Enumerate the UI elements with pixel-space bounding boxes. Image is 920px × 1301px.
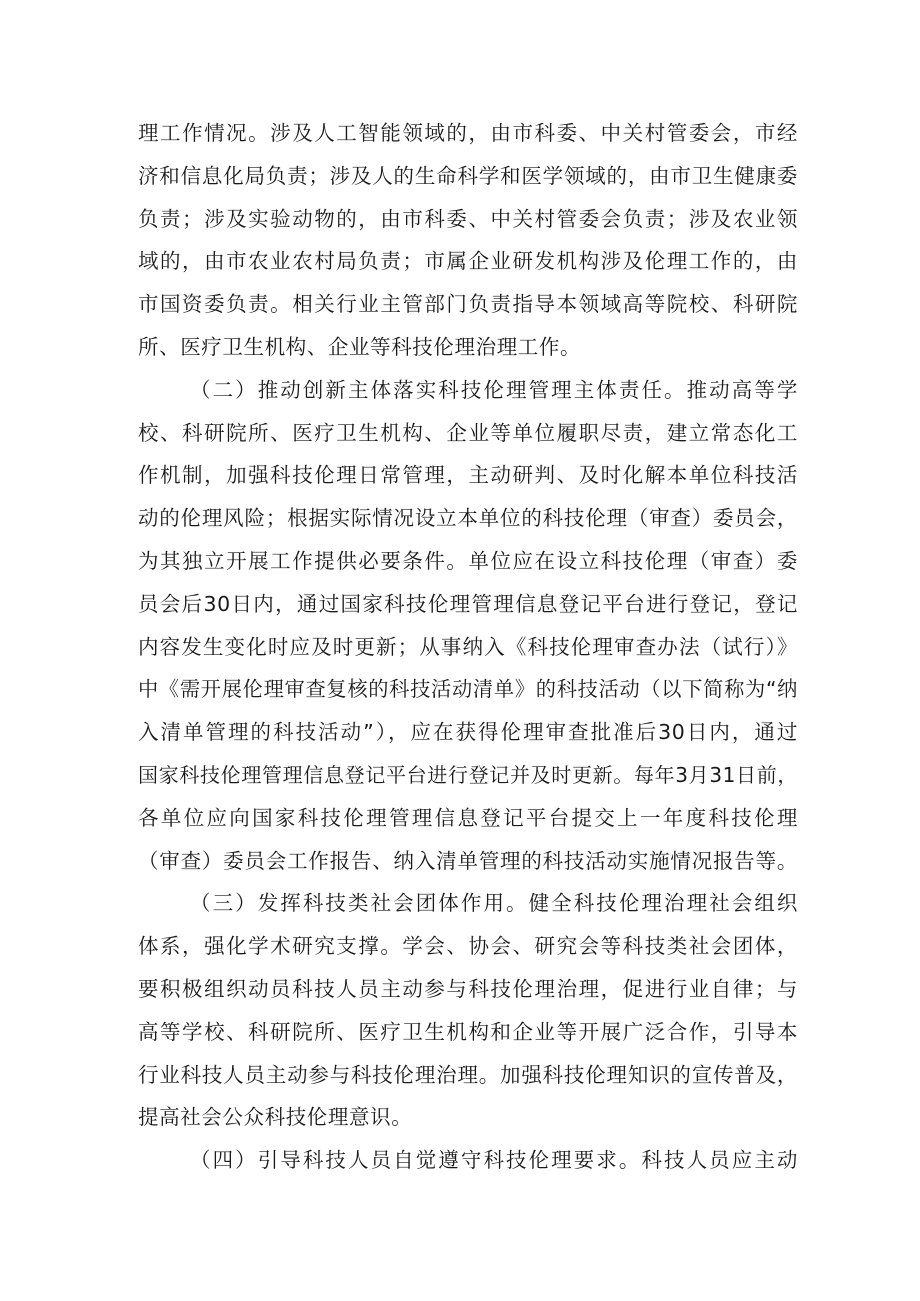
text-line: 体系，强化学术研究支撑。学会、协会、研究会等科技类社会团体， bbox=[138, 934, 798, 959]
text-line: 中《需开展伦理审查复核的科技活动清单》的科技活动（以下简称为“纳 bbox=[138, 677, 798, 702]
text-line: 为其独立开展工作提供必要条件。单位应在设立科技伦理（审查）委 bbox=[138, 548, 798, 573]
text-line: （审查）委员会工作报告、纳入清单管理的科技活动实施情况报告等。 bbox=[138, 848, 798, 873]
paragraph-heading-line: （三）发挥科技类社会团体作用。健全科技伦理治理社会组织 bbox=[190, 891, 798, 916]
text-line: 济和信息化局负责；涉及人的生命科学和医学领域的，由市卫生健康委 bbox=[138, 163, 798, 188]
text-line: 国家科技伦理管理信息登记平台进行登记并及时更新。每年3月31日前， bbox=[138, 762, 798, 787]
document-body bbox=[138, 112, 798, 1182]
text-line: 域的，由市农业农村局负责；市属企业研发机构涉及伦理工作的，由 bbox=[138, 249, 798, 274]
text-line: 员会后30日内，通过国家科技伦理管理信息登记平台进行登记，登记 bbox=[138, 591, 798, 616]
text-line: 高等学校、科研院所、医疗卫生机构和企业等开展广泛合作，引导本 bbox=[138, 1019, 798, 1044]
text-line: 内容发生变化时应及时更新；从事纳入《科技伦理审查办法（试行）》 bbox=[138, 634, 798, 659]
paragraph-heading-line: （四）引导科技人员自觉遵守科技伦理要求。科技人员应主动 bbox=[190, 1148, 798, 1173]
text-line: 市国资委负责。相关行业主管部门负责指导本领域高等院校、科研院 bbox=[138, 292, 798, 317]
text-line: 提高社会公众科技伦理意识。 bbox=[138, 1105, 413, 1130]
text-line: 动的伦理风险；根据实际情况设立本单位的科技伦理（审查）委员会， bbox=[138, 506, 798, 531]
paragraph-heading-line: （二）推动创新主体落实科技伦理管理主体责任。推动高等学 bbox=[190, 377, 798, 402]
text-line: 校、科研院所、医疗卫生机构、企业等单位履职尽责，建立常态化工 bbox=[138, 420, 798, 445]
text-line: 所、医疗卫生机构、企业等科技伦理治理工作。 bbox=[138, 334, 582, 359]
text-line: 作机制，加强科技伦理日常管理，主动研判、及时化解本单位科技活 bbox=[138, 463, 798, 488]
text-line: 入清单管理的科技活动”），应在获得伦理审查批准后30日内，通过 bbox=[138, 720, 798, 745]
text-line: 负责；涉及实验动物的，由市科委、中关村管委会负责；涉及农业领 bbox=[138, 206, 798, 231]
text-line: 理工作情况。涉及人工智能领域的，由市科委、中关村管委会，市经 bbox=[138, 121, 798, 145]
text-line: 行业科技人员主动参与科技伦理治理。加强科技伦理知识的宣传普及， bbox=[138, 1062, 798, 1087]
text-line: 各单位应向国家科技伦理管理信息登记平台提交上一年度科技伦理 bbox=[138, 805, 798, 830]
text-line: 要积极组织动员科技人员主动参与科技伦理治理，促进行业自律；与 bbox=[138, 976, 798, 1001]
